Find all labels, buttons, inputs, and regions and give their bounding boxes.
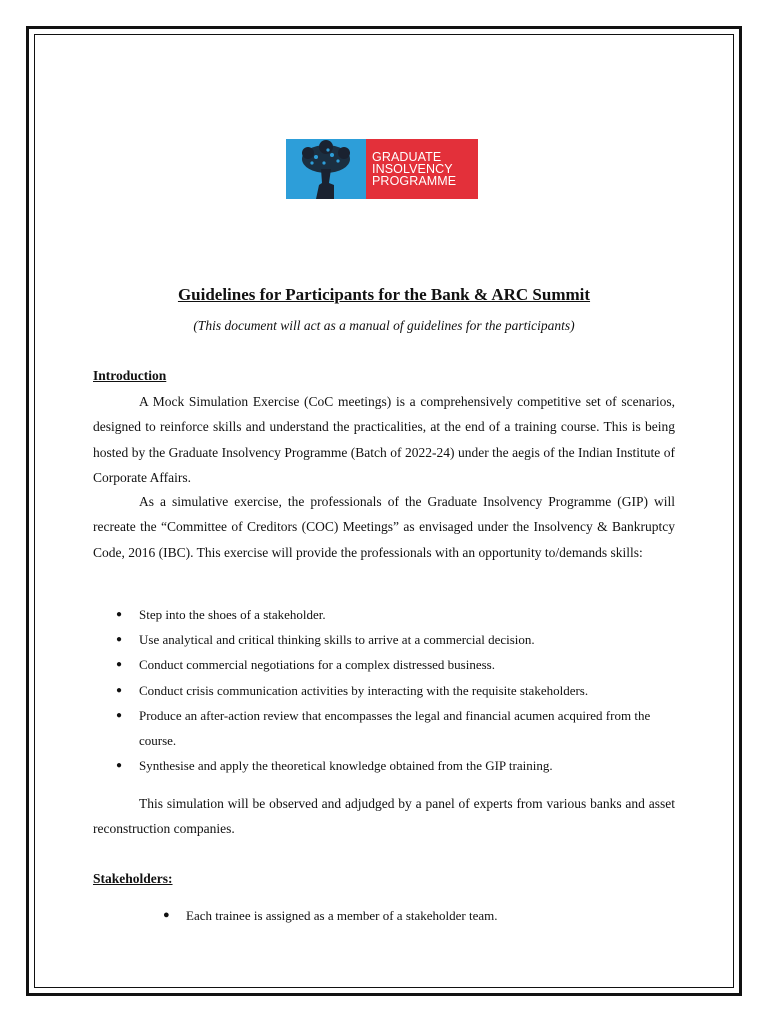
list-item: ● Step into the shoes of a stakeholder. <box>93 602 675 627</box>
list-item: ● Produce an after-action review that encompasses the legal and financial acumen acquired from the course. <box>93 703 675 753</box>
list-item: ● Use analytical and critical thinking skills to arrive at a commercial decision. <box>93 627 675 652</box>
bullet-icon: ● <box>116 609 123 620</box>
introduction-heading: Introduction <box>93 368 167 383</box>
stakeholders-heading: Stakeholders: <box>93 871 173 886</box>
logo-line-1: GRADUATE <box>372 150 442 164</box>
list-item: ● Conduct commercial negotiations for a complex distressed business. <box>93 652 675 677</box>
bullet-icon: ● <box>116 760 123 772</box>
logo-line-3: PROGRAMME <box>372 174 457 188</box>
logo-wordmark <box>366 139 478 199</box>
introduction-paragraph-3: This simulation will be observed and adjudged by a panel of experts from various banks and asset reconstruction companies. <box>93 796 675 837</box>
bullet-icon: ● <box>116 634 123 646</box>
stakeholder-list-item: ● Each trainee is assigned as a member of a stakeholder team. <box>163 903 498 928</box>
gip-logo <box>286 139 478 199</box>
tree-head-emblem-icon <box>286 139 366 199</box>
bullet-icon: ● <box>163 909 170 921</box>
document-subtitle: (This document will act as a manual of guidelines for the participants) <box>193 318 575 333</box>
list-item: ● Conduct crisis communication activities by interacting with the requisite stakeholders. <box>93 678 675 703</box>
introduction-paragraph-2: As a simulative exercise, the professionals of the Graduate Insolvency Programme (GIP) will recreate the “Committee of Creditors (COC) Meetings” as envisaged under the Insolvency & Bankruptcy Code, 2016 (IBC). This exercise will provide the professionals with an opportunity to/demands skills: <box>93 494 675 560</box>
logo-line-2: INSOLVENCY <box>372 162 453 176</box>
introduction-paragraph-1: A Mock Simulation Exercise (CoC meetings) is a comprehensively competitive set of scenarios, designed to reinforce skills and understand the practicalities, at the end of a training course. This is being hosted by the Graduate Insolvency Programme (Batch of 2022-24) under the aegis of the Indian Institute of Corporate Affairs. <box>93 394 675 485</box>
bullet-icon: ● <box>116 659 123 671</box>
bullet-icon: ● <box>116 684 123 696</box>
document-title: Guidelines for Participants for the Bank & ARC Summit <box>177 285 591 304</box>
list-item: ● Synthesise and apply the theoretical knowledge obtained from the GIP training. <box>93 753 675 778</box>
skills-bullet-list <box>93 602 675 778</box>
bullet-icon: ● <box>116 709 123 721</box>
